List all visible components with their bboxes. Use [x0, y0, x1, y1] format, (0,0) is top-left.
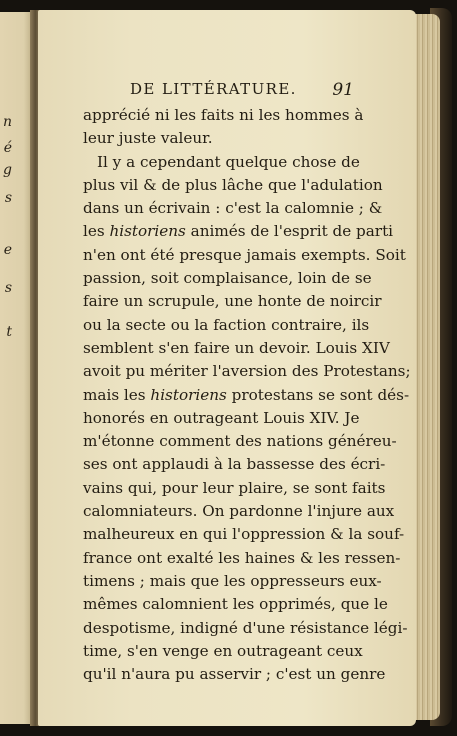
text-run: time, s'en venge en outrageant ceux — [83, 641, 363, 660]
italic-word: historiens — [109, 222, 186, 241]
text-run: timens ; mais que les oppresseurs eux- — [83, 571, 382, 590]
italic-word: historiens — [150, 385, 227, 404]
text-line — [83, 500, 395, 523]
text-line — [83, 290, 382, 313]
text-run: malheureux en qui l'oppression & la souf- — [83, 525, 405, 544]
left-page-fragment: e — [3, 242, 12, 258]
text-line — [83, 337, 390, 360]
left-page-fragment: é — [3, 140, 12, 156]
text-run: semblent s'en faire un devoir. Louis XIV — [83, 338, 390, 357]
text-run: despotisme, indigné d'une résistance légi- — [83, 618, 408, 637]
text-run: les — [83, 222, 110, 241]
text-run: protestans se sont dés- — [226, 385, 410, 404]
text-line — [83, 104, 364, 127]
text-line — [83, 384, 410, 407]
text-line — [83, 244, 406, 267]
text-line — [83, 453, 386, 476]
left-page-fragment: g — [3, 162, 12, 178]
text-line — [83, 267, 372, 290]
left-page-fragment: s — [4, 190, 12, 206]
text-run: mais les — [83, 385, 151, 404]
text-run: honorés en outrageant Louis XIV. Je — [83, 408, 360, 427]
text-run: dans un écrivain : c'est la calomnie ; & — [83, 199, 383, 218]
text-run: france ont exalté les haines & les ressen- — [83, 548, 401, 567]
right-page — [38, 10, 416, 726]
text-line — [83, 174, 383, 197]
text-line — [83, 314, 370, 337]
text-line — [83, 220, 394, 243]
text-run: plus vil & de plus lâche que l'adulation — [83, 175, 383, 194]
page-header — [130, 80, 354, 102]
running-head: DE LITTÉRATURE. — [130, 80, 297, 98]
text-run: ses ont applaudi à la bassesse des écri- — [83, 455, 386, 474]
text-run: faire un scrupule, une honte de noircir — [83, 292, 382, 311]
text-line — [83, 547, 401, 570]
left-page-fragment: t — [6, 324, 12, 340]
text-line — [83, 407, 358, 430]
text-run: qu'il n'aura pu asservir ; c'est un genre — [83, 665, 386, 684]
text-line — [83, 127, 358, 150]
text-line — [83, 523, 405, 546]
text-run: passion, soit complaisance, loin de se — [83, 269, 372, 288]
left-page-fragment: s — [4, 280, 12, 296]
text-line — [83, 360, 411, 383]
text-line — [83, 570, 382, 593]
page-number: 91 — [332, 80, 354, 100]
text-run: n'en ont été presque jamais exempts. Soit — [83, 245, 406, 264]
text-run: mêmes calomnient les opprimés, que le — [83, 595, 388, 614]
text-line — [83, 430, 397, 453]
left-page-edge — [0, 12, 34, 724]
text-run: Il y a cependant quelque chose de — [97, 152, 360, 171]
page-body-text — [83, 104, 411, 686]
text-line — [83, 197, 383, 220]
left-page-fragment: n — [2, 114, 12, 130]
text-line — [83, 640, 363, 663]
text-line — [83, 477, 386, 500]
text-run: m'étonne comment des nations généreu- — [83, 432, 397, 451]
text-line — [83, 593, 388, 616]
text-line — [83, 663, 386, 686]
text-run: vains qui, pour leur plaire, se sont faits — [83, 478, 386, 497]
text-line — [83, 151, 358, 174]
text-run: avoit pu mériter l'aversion des Protestans; — [83, 362, 411, 381]
text-run: apprécié ni les faits ni les hommes à — [83, 106, 364, 124]
text-run: calomniateurs. On pardonne l'injure aux — [83, 502, 395, 521]
text-run: animés de l'esprit de parti — [185, 222, 394, 241]
text-line — [83, 617, 408, 640]
text-run: leur juste valeur. — [83, 129, 213, 148]
text-run: ou la secte ou la faction contraire, ils — [83, 315, 370, 334]
